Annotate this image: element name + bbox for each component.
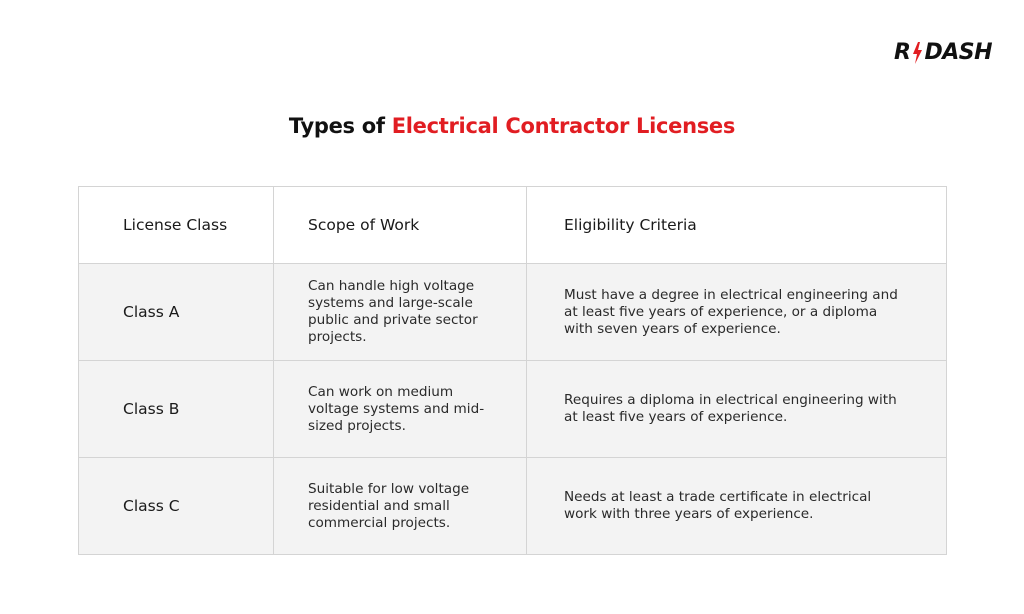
cell-scope-of-work: Can work on medium voltage systems and mid-sized projects.	[274, 361, 527, 458]
lightning-bolt-icon	[911, 42, 923, 64]
table-row	[79, 361, 947, 458]
brand-logo	[894, 40, 992, 65]
cell-scope-of-work: Suitable for low voltage residential and small commercial projects.	[274, 458, 527, 555]
cell-license-class: Class A	[79, 264, 274, 361]
table-row	[79, 264, 947, 361]
page-title-plain: Types of	[288, 114, 392, 138]
cell-eligibility-criteria: Must have a degree in electrical engineering and at least five years of experience, or a diploma with seven years of experience.	[527, 264, 947, 361]
logo-text-right: DASH	[924, 40, 992, 65]
logo-text-left: R	[894, 40, 911, 65]
table-header-row	[79, 187, 947, 264]
page-title	[0, 114, 1024, 138]
page-title-accent: Electrical Contractor Licenses	[391, 114, 736, 138]
cell-license-class: Class B	[79, 361, 274, 458]
cell-eligibility-criteria: Requires a diploma in electrical engineering with at least five years of experience.	[527, 361, 947, 458]
header-license-class: License Class	[79, 187, 274, 264]
license-table	[78, 186, 947, 555]
table-row	[79, 458, 947, 555]
header-scope-of-work: Scope of Work	[274, 187, 527, 264]
header-eligibility-criteria: Eligibility Criteria	[527, 187, 947, 264]
cell-scope-of-work: Can handle high voltage systems and large-scale public and private sector projects.	[274, 264, 527, 361]
cell-eligibility-criteria: Needs at least a trade certificate in electrical work with three years of experience.	[527, 458, 947, 555]
cell-license-class: Class C	[79, 458, 274, 555]
